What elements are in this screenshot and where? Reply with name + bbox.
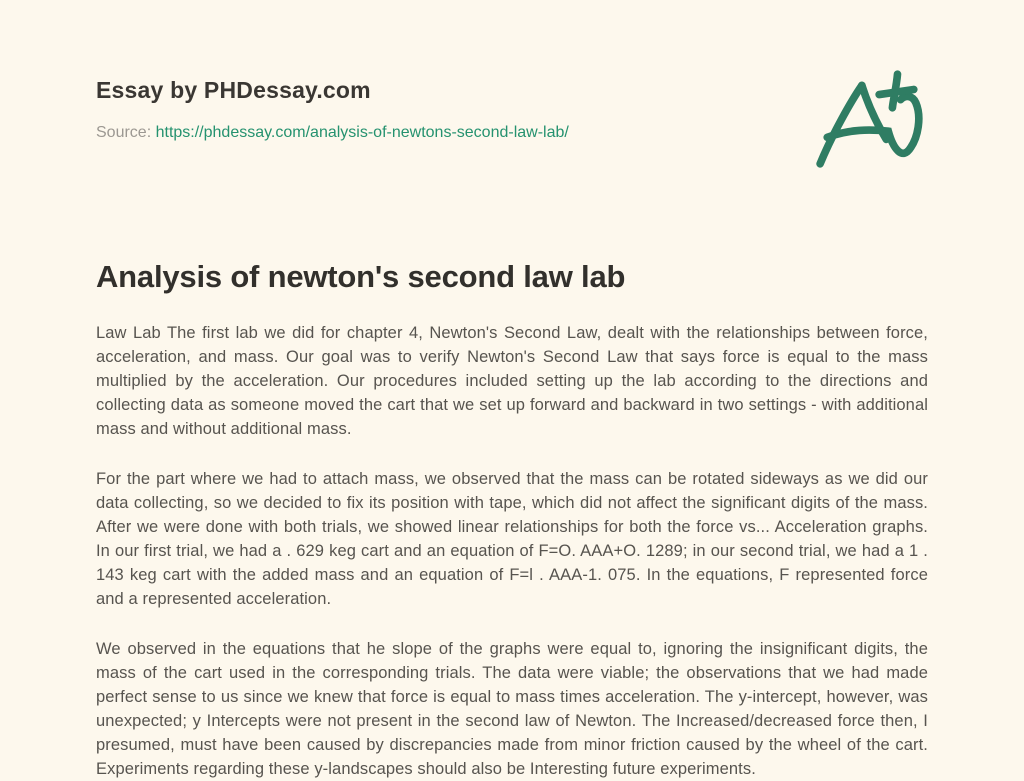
source-link[interactable]: https://phdessay.com/analysis-of-newtons-second-law-lab/	[155, 124, 569, 142]
source-line	[96, 123, 569, 142]
essay-paragraph-3: We observed in the equations that he slope of the graphs were equal to, ignoring the insignificant digits, the mass of the cart used in the corresponding trials. The data were viable; the observations that we had made perfect sense to us since we knew that force is equal to mass times acceleration. The y-intercept, however, was unexpected; y Intercepts were not present in the second law of Newton. The Increased/decreased force then, I presumed, must have been caused by discrepancies made from minor friction caused by the wheel of the cart. Experiments regarding these y-landscapes should also be Interesting future experiments.	[96, 639, 928, 778]
phdessay-a-plus-logo-icon	[814, 68, 926, 175]
essay-paragraph-2: For the part where we had to attach mass, we observed that the mass can be rotated sideways as we did our data collecting, so we decided to fix its position with tape, which did not affect the significant digits of the mass. After we were done with both trials, we showed linear relationships for both the force vs... Acceleration graphs. In our first trial, we had a . 629 keg cart and an equation of F=O. AAA+O. 1289; in our second trial, we had a 1 . 143 keg cart with the added mass and an equation of F=l . AAA-1. 075. In the equations, F represented force and a represented acceleration.	[96, 469, 928, 608]
source-label: Source:	[96, 124, 156, 142]
header-text-block	[96, 78, 569, 142]
site-title: Essay by PHDessay.com	[96, 77, 371, 103]
essay-paragraph-1: Law Lab The first lab we did for chapter 4, Newton's Second Law, dealt with the relationships between force, acceleration, and mass. Our goal was to verify Newton's Second Law that says force is equal to the mass multiplied by the acceleration. Our procedures included setting up the lab according to the directions and collecting data as someone moved the cart that we set up forward and backward in two settings - with additional mass and without additional mass.	[96, 323, 928, 438]
page-header	[96, 78, 928, 175]
essay-title: Analysis of newton's second law lab	[96, 259, 626, 294]
